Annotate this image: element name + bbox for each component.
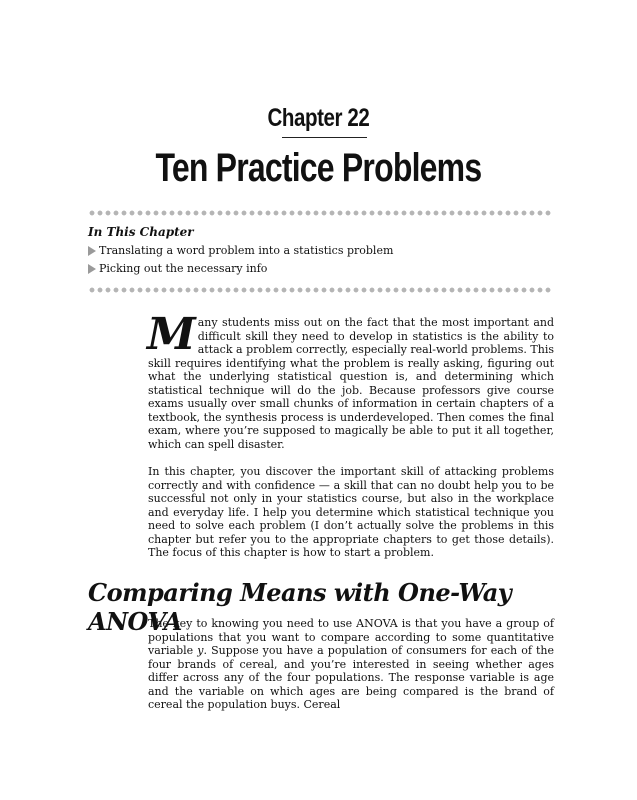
in-this-chapter-item — [88, 244, 393, 258]
chapter-intro — [147, 309, 554, 574]
dotted-divider-top — [88, 210, 552, 216]
chapter-title: Ten Practice Problems — [155, 146, 482, 190]
drop-cap: M — [147, 309, 196, 360]
intro-paragraph-2: In this chapter, you discover the important skill of attacking problems correctly and with confidence — a skill that can no doubt help you to be successful not only in your statistics course, but also in the workplace and everyday life. I help you determine which statistical technique you need to solve each problem (I don’t actually solve the problems in this chapter but refer you to the appropriate chapters to get those details). The focus of this chapter is how to start a problem. — [148, 465, 554, 559]
chapter-number-underline — [282, 137, 367, 138]
in-this-chapter-item-text: Translating a word problem into a statistics problem — [99, 244, 394, 257]
bullet-arrow-icon — [88, 246, 96, 256]
section-heading: Comparing Means with One-Way ANOVA — [88, 578, 512, 636]
bullet-arrow-icon — [88, 264, 96, 274]
variable-y: y — [197, 644, 204, 657]
in-this-chapter-heading: In This Chapter — [88, 225, 194, 239]
section-body — [148, 617, 554, 726]
dotted-divider-bottom — [88, 287, 552, 293]
intro-paragraph-1 — [147, 309, 554, 451]
section-paragraph-1-text-a: The key to knowing you need to use ANOVA is that you have a group of populations that you want to compare according to some quantitative variable — [148, 617, 554, 657]
section-paragraph-1-text-b: . Suppose you have a population of consumers for each of the four brands of cereal, and you’re interested in seeing whether ages differ across any of the four populations. The response variable is age and the variable on which ages are being compared is the brand of cereal the population buys. Cereal — [148, 644, 554, 711]
chapter-number: Chapter 22 — [267, 104, 370, 132]
in-this-chapter-item — [88, 262, 267, 276]
intro-paragraph-1-text: any students miss out on the fact that the most important and difficult skill they need to develop in statistics is the ability to attack a problem correctly, especially real-world problems. This skill requires identifying what the problem is really asking, figuring out what the underlying statistical question is, and determining which statistical technique will do the job. Because professors give course exams usually over small chunks of information in certain chapters of a textbook, the synthesis process is underdeveloped. Then comes the final exam, where you’re supposed to magically be able to put it all together, which can spell disaster. — [148, 316, 554, 451]
in-this-chapter-item-text: Picking out the necessary info — [99, 262, 268, 275]
section-paragraph-1 — [148, 617, 554, 712]
